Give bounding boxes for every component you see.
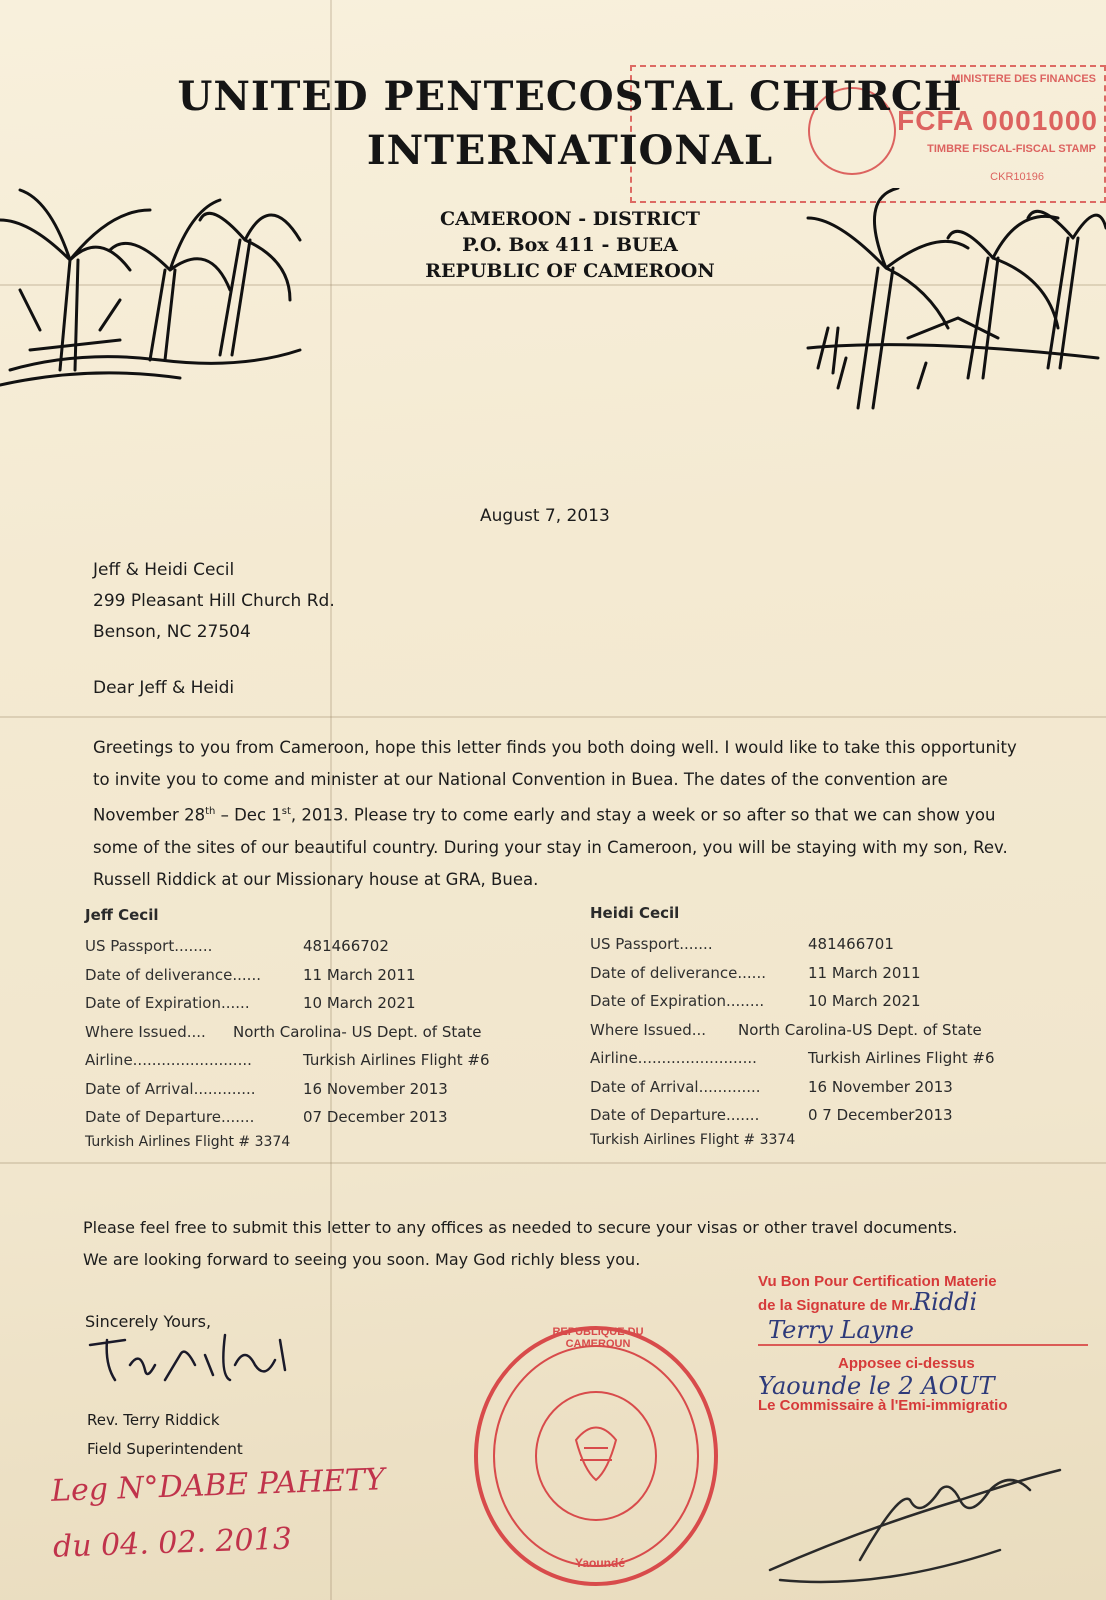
commissioner-signature: [760, 1430, 1100, 1600]
field-value: 11 March 2011: [303, 965, 416, 984]
field-label: Airline.........................: [590, 1049, 757, 1068]
field-label: Date of Expiration........: [590, 992, 765, 1011]
issued-row: [590, 1016, 995, 1045]
field-label: US Passport........: [85, 937, 213, 956]
field-label: Date of deliverance......: [590, 963, 766, 982]
field-value: 16 November 2013: [303, 1079, 448, 1098]
letter-date: August 7, 2013: [480, 506, 610, 526]
departure-row: [590, 1101, 995, 1130]
salutation: Dear Jeff & Heidi: [93, 678, 235, 698]
signer-title: Field Superintendent: [87, 1440, 243, 1458]
expiration-row: [85, 989, 490, 1018]
airline-row: [85, 1046, 490, 1075]
deliverance-row: [85, 961, 490, 990]
para-text: Greetings to you from Cameroon, hope this letter finds you both doing well. I would like to take this opportunity to invite you to come and minister at our National Convention in Buea. The dates of the convention are November 28: [93, 738, 1017, 825]
seal-text: REPUBLIQUE DU CAMEROUN: [552, 1326, 644, 1350]
certification-stamp: [758, 1272, 1106, 1416]
note-line-2: du 04. 02. 2013: [52, 1521, 293, 1565]
traveler-details-heidi: [590, 904, 995, 1148]
return-flight: Turkish Airlines Flight # 3374: [590, 1131, 796, 1148]
field-label: Date of Expiration......: [85, 994, 250, 1013]
ordinal-suffix: st: [281, 806, 291, 817]
cert-line-3: Apposee ci-dessus: [838, 1355, 975, 1372]
stamp-ministry: MINISTERE DES FINANCES: [951, 73, 1096, 85]
para-text: – Dec 1: [215, 805, 282, 825]
note-line-1: Leg N°DABE PAHETY: [50, 1462, 386, 1509]
signer-block: [87, 1406, 243, 1464]
field-value: 481466701: [808, 935, 894, 954]
field-value: 11 March 2011: [808, 963, 921, 982]
cert-line-4: Le Commissaire à l'Emi-immigratio: [758, 1397, 1008, 1414]
arrival-row: [590, 1073, 995, 1102]
seal-city: Yaoundé: [574, 1556, 625, 1570]
official-round-seal: [468, 1320, 726, 1590]
district: CAMEROON - DISTRICT: [440, 208, 700, 230]
cert-line-1: Vu Bon Pour Certification Materie: [758, 1273, 997, 1290]
recipient-city: Benson, NC 27504: [93, 622, 251, 642]
field-label: Date of Departure.......: [85, 1108, 255, 1127]
expiration-row: [590, 987, 995, 1016]
stamp-serial: CKR10196: [990, 171, 1044, 183]
passport-row: [85, 932, 490, 961]
field-label: Date of Departure.......: [590, 1106, 760, 1125]
invitation-paragraph: [93, 732, 1038, 896]
traveler-details-jeff: [85, 906, 490, 1150]
field-value: 07 December 2013: [303, 1108, 448, 1127]
issued-row: [85, 1018, 490, 1047]
recipient-address: [93, 555, 335, 648]
field-label: Date of deliverance......: [85, 965, 261, 984]
arrival-row: [85, 1075, 490, 1104]
cert-text: de la Signature de Mr.: [758, 1297, 914, 1314]
field-value: Turkish Airlines Flight #6: [303, 1051, 490, 1070]
recipient-street: 299 Pleasant Hill Church Rd.: [93, 591, 335, 611]
field-value: 10 March 2021: [303, 994, 416, 1013]
palm-trees-illustration-right: [798, 188, 1106, 418]
cert-hand: Riddi: [913, 1288, 978, 1316]
title-line-1: UNITED PENTECOSTAL CHURCH: [177, 73, 963, 120]
field-value: 481466702: [303, 937, 389, 956]
field-value: 16 November 2013: [808, 1077, 953, 1096]
recipient-name: Jeff & Heidi Cecil: [93, 560, 235, 580]
deliverance-row: [590, 959, 995, 988]
traveler-name: Jeff Cecil: [85, 906, 159, 924]
title-line-2: INTERNATIONAL: [366, 127, 774, 174]
cert-line-2: [758, 1288, 1106, 1316]
field-label: Airline.........................: [85, 1051, 252, 1070]
sign-off: Sincerely Yours,: [85, 1312, 212, 1331]
handwritten-legalization-note: [50, 1452, 388, 1576]
departure-row: [85, 1103, 490, 1132]
cert-place-date: Yaounde le 2 AOUT: [758, 1372, 995, 1400]
letterhead-title: [140, 70, 1000, 178]
field-value: 0 7 December2013: [808, 1106, 953, 1125]
field-label: Date of Arrival.............: [85, 1079, 256, 1098]
field-value: North Carolina- US Dept. of State: [233, 1022, 482, 1041]
po-box: P.O. Box 411 - BUEA: [462, 234, 678, 256]
field-label: Date of Arrival.............: [590, 1077, 761, 1096]
fold-line: [0, 716, 1106, 718]
field-label: Where Issued....: [85, 1022, 206, 1041]
airline-row: [590, 1044, 995, 1073]
field-value: North Carolina-US Dept. of State: [738, 1020, 982, 1039]
fold-line: [0, 1162, 1106, 1164]
cert-signer-name: Terry Layne: [768, 1316, 914, 1344]
closing-paragraph: Please feel free to submit this letter to any offices as needed to secure your visas or other travel documents. We are looking forward to seeing you soon. May God richly bless you.: [83, 1218, 958, 1269]
signature-riddick: [85, 1325, 305, 1395]
field-value: Turkish Airlines Flight #6: [808, 1049, 995, 1068]
field-value: 10 March 2021: [808, 992, 921, 1011]
return-flight: Turkish Airlines Flight # 3374: [85, 1133, 291, 1150]
traveler-name: Heidi Cecil: [590, 904, 680, 922]
signer-name: Rev. Terry Riddick: [87, 1411, 220, 1429]
para-text: , 2013. Please try to come early and stay a week or so after so that we can show you some of the sites of our beautiful country. During your stay in Cameroon, you will be staying with my son, Rev. Russell Riddick at our Missionary house at GRA, Buea.: [93, 805, 1008, 889]
field-label: Where Issued...: [590, 1020, 707, 1039]
palm-trees-illustration-left: [0, 180, 310, 400]
passport-row: [590, 930, 995, 959]
letterhead-address: [350, 206, 790, 284]
stamp-amount: FCFA 0001000: [897, 105, 1098, 136]
field-label: US Passport.......: [590, 935, 713, 954]
stamp-type: TIMBRE FISCAL-FISCAL STAMP: [927, 143, 1096, 155]
country: REPUBLIC OF CAMEROON: [425, 260, 715, 282]
cert-rule: [758, 1344, 1088, 1346]
ordinal-suffix: th: [205, 806, 216, 817]
